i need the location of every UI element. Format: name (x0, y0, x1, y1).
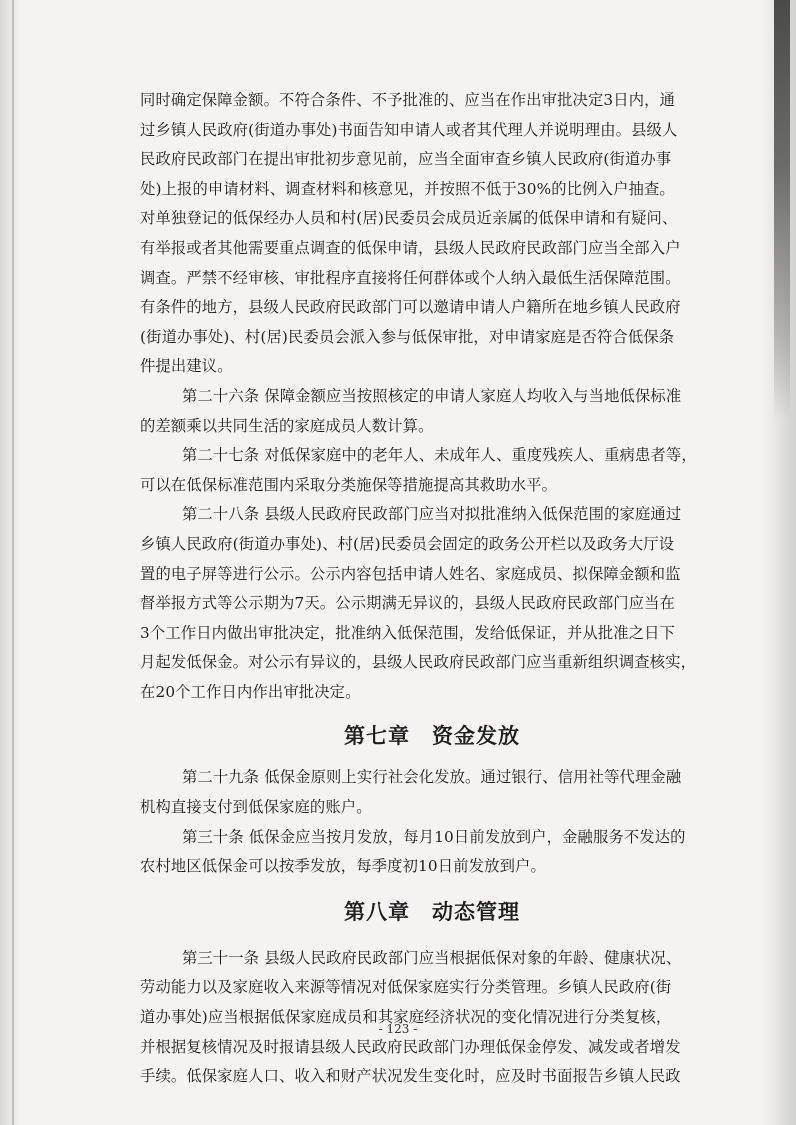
text-line: 的差额乘以共同生活的家庭成员人数计算。 (140, 416, 434, 435)
chapter-7-heading: 第七章 资金发放 (344, 723, 520, 749)
text-line: 月起发低保金。对公示有异议的，县级人民政府民政部门应当重新组织调查核实， (140, 653, 697, 672)
text-line: 有条件的地方，县级人民政府民政部门可以邀请申请人户籍所在地乡镇人民政府 (140, 298, 681, 317)
text-line: 同时确定保障金额。不符合条件、不予批准的、应当在作出审批决定3日内，通 (140, 91, 676, 109)
text-line: 对单独登记的低保经办人员和村(居)民委员会成员近亲属的低保申请和有疑问、 (140, 209, 678, 228)
chapter-8-heading: 第八章 动态管理 (344, 898, 520, 924)
text-line: 第二十九条 低保金原则上实行社会化发放。通过银行、信用社等代理金融 (182, 768, 682, 787)
text-line: 并根据复核情况及时报请县级人民政府民政部门办理低保金停发、减发或者增发 (140, 1037, 681, 1056)
text-line: 在20个工作日内作出审批决定。 (140, 682, 361, 701)
article-28 (140, 500, 724, 707)
text-line: 劳动能力以及家庭收入来源等情况对低保家庭实行分类管理。乡镇人民政府(街 (140, 978, 672, 997)
page-number: - 123 - (378, 1022, 418, 1036)
text-line: 手续。低保家庭人口、收入和财产状况发生变化时，应及时书面报告乡镇人民政 (140, 1067, 681, 1086)
text-line: 督举报方式等公示期为7天。公示期满无异议的，县级人民政府民政部门应当在 (140, 594, 676, 613)
article-29 (140, 763, 724, 822)
text-line: 乡镇人民政府(街道办事处)、村(居)民委员会固定的政务公开栏以及政务大厅设 (140, 534, 675, 553)
scan-left-line (12, 0, 14, 1125)
text-line: 第二十六条 保障金额应当按照核定的申请人家庭人均收入与当地低保标准 (182, 386, 682, 405)
text-line: 第三十条 低保金应当按月发放，每月10日前发放到户，金融服务不发达的 (182, 827, 686, 846)
text-line: 过乡镇人民政府(街道办事处)书面告知申请人或者其代理人并说明理由。县级人 (140, 120, 678, 139)
article-31 (140, 944, 724, 1092)
text-line: 置的电子屏等进行公示。公示内容包括申请人姓名、家庭成员、拟保障金额和监 (140, 564, 681, 583)
text-line: 民政府民政部门在提出审批初步意见前，应当全面审查乡镇人民政府(街道办事 (140, 150, 672, 169)
scan-right-shadow (774, 0, 790, 420)
document-page (140, 86, 724, 1092)
text-line: 第二十八条 县级人民政府民政部门应当对拟批准纳入低保范围的家庭通过 (182, 505, 682, 524)
text-line: 有举报或者其他需要重点调查的低保申请，县级人民政府民政部门应当全部入户 (140, 238, 681, 257)
text-line: 第三十一条 县级人民政府民政部门应当根据低保对象的年龄、健康状况、 (182, 948, 682, 967)
text-line: 件提出建议。 (140, 357, 233, 376)
text-line: (街道办事处)、村(居)民委员会派入参与低保审批，对申请家庭是否符合低保条 (140, 327, 675, 346)
text-line: 调查。严禁不经审核、审批程序直接将任何群体或个人纳入最低生活保障范围。 (140, 268, 681, 287)
scan-left-edge (0, 0, 22, 1125)
article-26 (140, 382, 724, 441)
continued-paragraph (140, 86, 724, 382)
article-27 (140, 441, 724, 500)
text-line: 处)上报的申请材料、调查材料和核意见，并按照不低于30%的比例入户抽查。 (140, 179, 675, 198)
article-30 (140, 823, 724, 882)
text-line: 3个工作日内做出审批决定，批准纳入低保范围，发给低保证，并从批准之日下 (140, 623, 676, 642)
text-line: 农村地区低保金可以按季发放，每季度初10日前发放到户。 (140, 857, 546, 876)
text-line: 第二十七条 对低保家庭中的老年人、未成年人、重度残疾人、重病患者等， (182, 446, 697, 465)
text-line: 道办事处)应当根据低保家庭成员和其家庭经济状况的变化情况进行分类复核， (140, 1008, 672, 1027)
text-line: 可以在低保标准范围内采取分类施保等措施提高其救助水平。 (140, 475, 558, 494)
text-line: 机构直接支付到低保家庭的账户。 (140, 798, 372, 817)
